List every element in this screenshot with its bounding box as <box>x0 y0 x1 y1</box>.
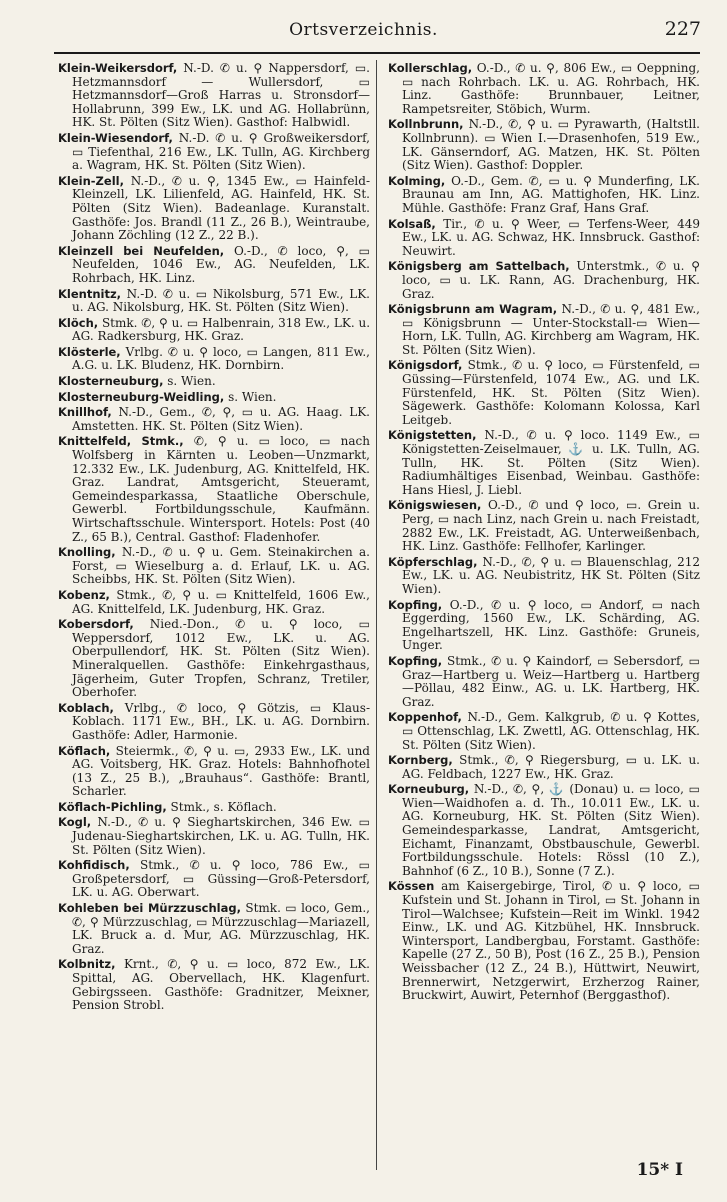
entry-headword: Knolling, <box>58 545 116 560</box>
entry <box>388 880 700 1002</box>
page-title: Ortsverzeichnis. <box>289 20 438 40</box>
entry-text: Stmk. ✆, ⚲ u. ▭ Halbenrain, 318 Ew., LK. u. AG. Radkersburg, HK. Graz. <box>72 315 371 344</box>
entry <box>388 218 700 259</box>
entry-headword: Kleinzell bei Neufelden, <box>58 243 225 258</box>
entry-text: N.-D., ✆ u. ⚲ u. Gem. Steinakirchen a. Forst, ▭ Wieselburg a. d. Erlauf, LK. u. AG. Scheibbs, HK. St. Pölten (Sitz Wien). <box>72 545 370 587</box>
entry <box>58 816 370 857</box>
entry <box>58 859 370 900</box>
entry <box>388 62 700 116</box>
entry-headword: Kogl, <box>58 815 92 830</box>
entry-text: Stmk., ✆, ⚲ u. ▭ Knittelfeld, 1606 Ew., AG. Knittelfeld, LK. Judenburg, HK. Graz. <box>72 587 370 616</box>
entry-text: Nied.-Don., ✆ u. ⚲ loco, ▭ Weppersdorf, 1012 Ew., LK. u. AG. Oberpullendorf, HK. St. Pölten (Sitz Wien). Mineralquellen. Gasthöfe: Einkehrgasthaus, Jägerheim, Guter Tropfen, Schranz, Tretiler, Oberhofer. <box>72 617 370 700</box>
entry-headword: Klein-Zell, <box>58 173 124 188</box>
right-column <box>388 62 700 1005</box>
entry-text: N.-D., ✆ u. ⚲ Sieghartskirchen, 346 Ew. ▭ Judenau-Sieghartskirchen, LK. u. AG. Tulln, HK. St. Pölten (Sitz Wien). <box>72 815 370 857</box>
entry <box>388 175 700 216</box>
entry-text: N.-D. ✆ u. ▭ Nikolsburg, 571 Ew., LK. u. AG. Nikolsburg, HK. St. Pölten (Sitz Wien). <box>72 286 370 315</box>
entry <box>388 783 700 878</box>
entry <box>58 175 370 243</box>
column-divider <box>376 60 377 1170</box>
entry <box>58 958 370 1012</box>
entry-headword: Korneuburg, <box>388 782 470 797</box>
entry <box>388 556 700 597</box>
entry-text: N.-D., ✆ u. ⚲ loco. 1149 Ew., ▭ Königstetten-Zeiselmauer, ⚓ u. LK. Tulln, AG. Tulln, HK. St. Pölten (Sitz Wien). Radiumhältiges Eisenbad, Weinbau. Gasthöfe: Hans Hiesl, J. Liebl. <box>402 428 700 497</box>
entry-headword: Kobersdorf, <box>58 617 134 632</box>
entry <box>58 618 370 700</box>
entry-text: Tir., ✆ u. ⚲ Weer, ▭ Terfens-Weer, 449 Ew., LK. u. AG. Schwaz, HK. Innsbruck. Gasthof: Neuwirt. <box>402 216 700 258</box>
entry-headword: Klosterneuburg, <box>58 374 164 389</box>
entry-headword: Knillhof, <box>58 405 112 420</box>
entry-headword: Kössen <box>388 879 435 894</box>
entry-headword: Kopfing, <box>388 653 443 668</box>
entry-headword: Klösterle, <box>58 344 121 359</box>
entry-headword: Köflach-Pichling, <box>58 799 167 814</box>
entry-headword: Klein-Weikersdorf, <box>58 61 178 75</box>
entry <box>58 391 370 405</box>
entry-text: Stmk., ✆ u. ⚲ Kaindorf, ▭ Sebersdorf, ▭ Graz—Hartberg u. Weiz—Hartberg u. Hartberg—Pöllau, 482 Einw., AG. u. LK. Hartberg, HK. Graz. <box>402 653 700 709</box>
entry <box>388 359 700 427</box>
header-rule <box>54 52 700 54</box>
entry-text: N.-D., Gem., ✆, ⚲, ▭ u. AG. Haag. LK. Amstetten. HK. St. Pölten (Sitz Wien). <box>72 405 370 433</box>
entry-headword: Knittelfeld, Stmk., <box>58 434 184 449</box>
entry-text: Unterstmk., ✆ u. ⚲ loco, ▭ u. LK. Rann, AG. Drachenburg, HK. Graz. <box>402 259 700 301</box>
entry-text: Krnt., ✆, ⚲ u. ▭ loco, 872 Ew., LK. Spittal, AG. Obervellach, HK. Klagenfurt. Gebirgsseen. Gasthöfe: Gradnitzer, Meixner, Pension Strobl. <box>72 957 370 1013</box>
entry-text: N.-D. ✆ u. ⚲ Nappersdorf, ▭. Hetzmannsdorf — Wullersdorf, ▭ Hetzmannsdorf—Groß Harras u. Stronsdorf—Hollabrunn, 399 Ew., LK. und AG. Hollabrünn, HK. St. Pölten (Sitz Wien). Gasthof: Halbwidl. <box>72 61 370 130</box>
entry <box>388 754 700 781</box>
entry-headword: Kohleben bei Mürzzuschlag, <box>58 901 241 916</box>
entry <box>58 702 370 743</box>
entry-headword: Kohfidisch, <box>58 858 130 873</box>
entry-headword: Klöch, <box>58 315 99 330</box>
entry-headword: Köflach, <box>58 743 111 758</box>
entry <box>388 118 700 172</box>
entry-text: Stmk., s. Köflach. <box>166 799 277 814</box>
signature-mark: 15* I <box>636 1160 683 1180</box>
entry-headword: Klentnitz, <box>58 286 122 301</box>
entry <box>388 260 700 301</box>
entry-text: O.-D., ✆ und ⚲ loco, ▭. Grein u. Perg, ▭ nach Linz, nach Grein u. nach Freistadt, 2882 Ew., LK. Freistadt, AG. Unterweißenbach, HK. Linz. Gasthöfe: Fellhofer, Karlinger. <box>402 498 700 554</box>
entry-text: Stmk., ✆, ⚲ Riegersburg, ▭ u. LK. u. AG. Feldbach, 1227 Ew., HK. Graz. <box>402 753 700 781</box>
entry <box>388 655 700 709</box>
entry-headword: Kobenz, <box>58 587 110 602</box>
entry <box>388 429 700 497</box>
entry-headword: Kornberg, <box>388 753 453 768</box>
entry-headword: Kolsaß, <box>388 216 436 231</box>
left-column <box>58 62 370 1015</box>
entry <box>58 317 370 344</box>
entry <box>58 801 370 815</box>
entry-text: ✆, ⚲ u. ▭ loco, ▭ nach Wolfsberg in Kärnten u. Leoben—Unzmarkt, 12.332 Ew., LK. Judenburg, AG. Knittelfeld, HK. Graz. Landrat, Amtsgericht, Steueramt, Gemeindesparkassa, Staatliche Oberschule, Gewerbl. Fortbildungsschule, Kaufmänn. Wirtschaftsschule. Wintersport. Hotels: Post (40 Z., 65 B.), Central. Gasthof: Fladenhofer. <box>72 434 370 544</box>
entry <box>388 599 700 653</box>
entry <box>58 132 370 173</box>
entry <box>58 406 370 433</box>
entry <box>58 62 370 130</box>
entry-headword: Kollerschlag, <box>388 61 473 75</box>
entry <box>58 902 370 956</box>
entry-text: Stmk., ✆ u. ⚲ loco, ▭ Fürstenfeld, ▭ Güssing—Fürstenfeld, 1074 Ew., AG. und LK. Fürstenfeld, HK. St. Pölten (Sitz Wien). Sägewerk. Gasthöfe: Kolomann Kolossa, Karl Leitgeb. <box>402 358 700 427</box>
entry <box>388 499 700 553</box>
entry <box>58 546 370 587</box>
entry-headword: Königsberg am Sattelbach, <box>388 259 570 274</box>
entry-text: Stmk., ✆ u. ⚲ loco, 786 Ew., ▭ Großpetersdorf, ▭ Güssing—Groß-Petersdorf, LK. u. AG. Oberwart. <box>72 858 370 900</box>
entry-text: s. Wien. <box>163 374 216 389</box>
entry-headword: Köpferschlag, <box>388 554 478 569</box>
entry-text: N.-D., ✆ u. ⚲, 1345 Ew., ▭ Hainfeld-Kleinzell, LK. Lilienfeld, AG. Hainfeld, HK. St. Pölten (Sitz Wien). Badeanlage. Kuranstalt. Gasthöfe: Jos. Brandl (11 Z., 26 B.), Weintraube, Johann Zöchling (12 Z., 22 B.). <box>72 173 370 243</box>
entry <box>58 245 370 286</box>
entry-headword: Klein-Wiesendorf, <box>58 130 173 145</box>
entry-headword: Königsdorf, <box>388 358 463 373</box>
entry-text: N.-D., ✆ u. ⚲, 481 Ew., ▭ Königsbrunn — Unter-Stockstall-▭ Wien—Horn, LK. Tulln, AG. Kirchberg am Wagram, HK. St. Pölten (Sitz Wien). <box>402 302 700 357</box>
entry-headword: Koblach, <box>58 700 114 715</box>
entry-headword: Königswiesen, <box>388 498 482 513</box>
entry-text: O.-D., ✆ u. ⚲, 806 Ew., ▭ Oeppning, ▭ nach Rohrbach. LK. u. AG. Rohrbach, HK. Linz. Gasthöfe: Brunnbauer, Leitner, Rampetsreiter, Stöbich, Wurm. <box>402 61 700 116</box>
entry-headword: Königsbrunn am Wagram, <box>388 302 558 317</box>
entry <box>58 589 370 616</box>
entry <box>58 435 370 544</box>
page-header <box>0 14 727 46</box>
entry-headword: Kollnbrunn, <box>388 117 464 132</box>
entry-text: Steiermk., ✆, ⚲ u. ▭, 2933 Ew., LK. und AG. Voitsberg, HK. Graz. Hotels: Bahnhofhotel (13 Z., 25 B.), „Brauhaus“. Gasthöfe: Brantl, Scharler. <box>72 743 370 799</box>
entry-text: am Kaisergebirge, Tirol, ✆ u. ⚲ loco, ▭ Kufstein und St. Johann in Tirol, ▭ St. Johann in Tirol—Walchsee; Kufstein—Reit im Winkl. 1942 Einw., LK. und AG. Kitzbühel, HK. Innsbruck. Wintersport, Landbergbau, Forstamt. Gasthöfe: Kapelle (27 Z., 50 B), Post (16 Z., 25 B.), Pension Weissbacher (12 Z., 24 B.), Hüttwirt, Neuwirt, Brennerwirt, Netzgerwirt, Erzherzog Rainer, Bruckwirt, Auwirt, Peternhof (Berggasthof). <box>402 879 700 1003</box>
entry <box>58 346 370 373</box>
entry-text: s. Wien. <box>224 389 277 404</box>
entry-headword: Kopfing, <box>388 597 443 612</box>
entry-text: N.-D., ✆, ⚲, ⚓ (Donau) u. ▭ loco, ▭ Wien—Waidhofen a. d. Th., 10.011 Ew., LK. u. AG. Korneuburg, HK. St. Pölten (Sitz Wien). Gemeindesparkasse, Landrat, Amtsgericht, Eichamt, Finanzamt, Obstbauschule, Gewerbl. Fortbildungsschule. Hotels: Rössl (10 Z.), Bahnhof (6 Z., 10 B.), Sonne (7 Z.). <box>402 782 700 878</box>
entry-text: N.-D. ✆ u. ⚲ Großweikersdorf, ▭ Tiefenthal, 216 Ew., LK. Tulln, AG. Kirchberg a. Wagram, HK. St. Pölten (Sitz Wien). <box>72 130 370 173</box>
entry <box>388 303 700 357</box>
entry-headword: Koppenhof, <box>388 710 462 725</box>
entry-text: Vrlbg., ✆ loco, ⚲ Götzis, ▭ Klaus-Koblach. 1171 Ew., BH., LK. u. AG. Dornbirn. Gasthöfe: Adler, Harmonie. <box>72 700 370 742</box>
entry-text: N.-D., ✆, ⚲ u. ▭ Blauenschlag, 212 Ew., LK. u. AG. Neubistritz, HK St. Pölten (Sitz Wien). <box>402 554 700 596</box>
entry <box>388 711 700 752</box>
entry <box>58 375 370 389</box>
entry-text: O.-D., ✆ loco, ⚲, ▭ Neufelden, 1046 Ew., AG. Neufelden, LK. Rohrbach, HK. Linz. <box>72 243 370 285</box>
entry-headword: Klosterneuburg-Weidling, <box>58 389 225 404</box>
entry-text: Vrlbg. ✆ u. ⚲ loco, ▭ Langen, 811 Ew., A.G. u. LK. Bludenz, HK. Dornbirn. <box>72 344 370 373</box>
entry <box>58 288 370 315</box>
page-number: 227 <box>664 18 701 40</box>
entry-text: O.-D., ✆ u. ⚲ loco, ▭ Andorf, ▭ nach Eggerding, 1560 Ew., LK. Schärding, AG. Engelhartszell, HK. Linz. Gasthöfe: Gruneis, Unger. <box>402 597 700 653</box>
entry-headword: Königstetten, <box>388 428 477 443</box>
entry-text: N.-D., ✆, ⚲ u. ▭ Pyrawarth, (Haltstll. Kollnbrunn). ▭ Wien I.—Drasenhofen, 519 Ew., LK. Gänserndorf, AG. Matzen, HK. St. Pölten (Sitz Wien). Gasthof: Doppler. <box>402 117 700 173</box>
entry-text: N.-D., Gem. Kalkgrub, ✆ u. ⚲ Kottes, ▭ Ottenschlag, LK. Zwettl, AG. Ottenschlag, HK. St. Pölten (Sitz Wien). <box>402 710 700 752</box>
entry-headword: Kolbnitz, <box>58 957 116 972</box>
entry-text: O.-D., Gem. ✆, ▭ u. ⚲ Munderfing, LK. Braunau am Inn, AG. Mattighofen, HK. Linz. Mühle. Gasthöfe: Franz Graf, Hans Graf. <box>402 173 700 215</box>
entry <box>58 745 370 799</box>
entry-text: Stmk. ▭ loco, Gem., ✆, ⚲ Mürzzuschlag, ▭ Mürzzuschlag—Mariazell, LK. Bruck a. d. Mur, AG. Mürzzuschlag, HK. Graz. <box>72 901 370 956</box>
entry-headword: Kolming, <box>388 173 446 188</box>
